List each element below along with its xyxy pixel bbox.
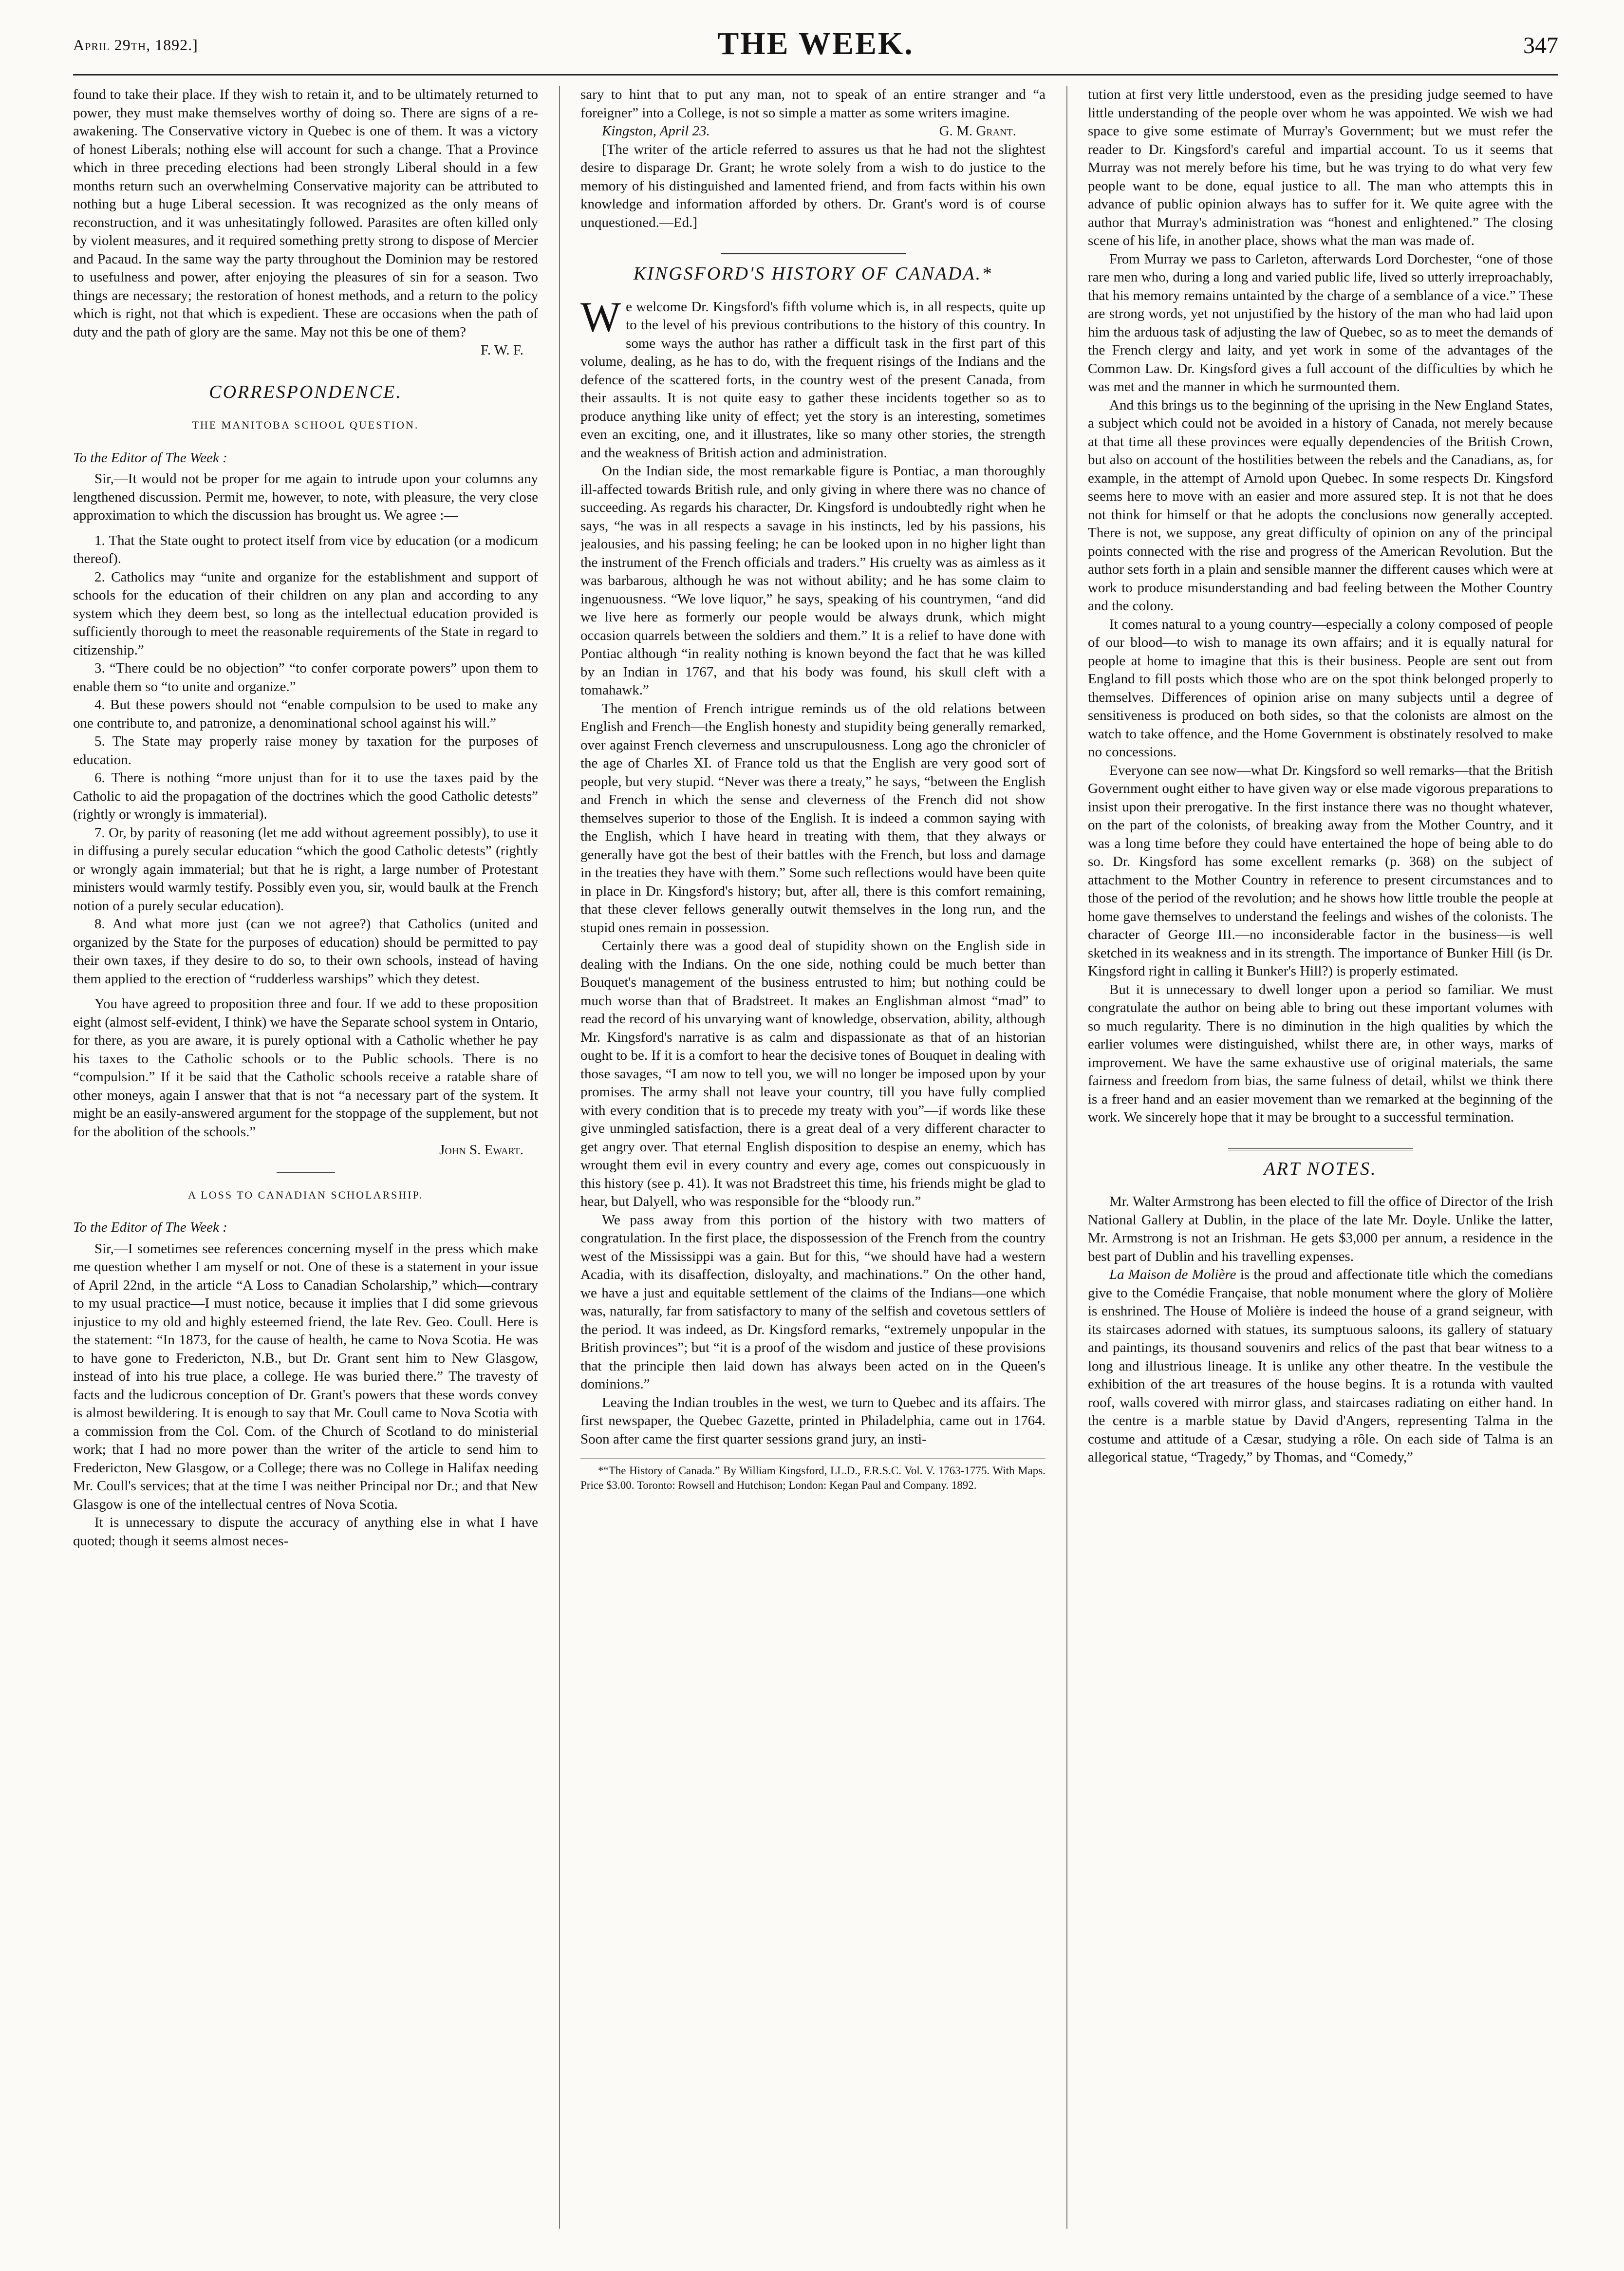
review-paragraph: On the Indian side, the most remarkable figure is Pontiac, a man thoroughly ill-affected towards British rule, and only giving in where there was no chance of succeeding. As regards his character, Dr. Kingsford is undoubtedly right when he says, “he was in all respects a savage in his instincts, led by his passions, his jealousies, and his passing feeling; he can be looked upon in no higher light than the instrument of the French officials and traders.” His cruelty was as aimless as it was barbarous, although he was not without ability; and he has some claim to ingenuousness. “We love liquor,” he says, speaking of his countrymen, “and did we live here as formerly our people would be always drunk, which might occasion quarrels between the soldiers and them.” It is a relief to have done with Pontiac although “in reality nothing is known beyond the fact that he was killed by an Indian in 1767, and that his body was found, his skull cleft with a tomahawk.” — [580, 463, 1045, 698]
letter-paragraph: Sir,—I sometimes see references concerning myself in the press which make me question whether I am myself or not. One of these is a statement in your issue of April 22nd, in the article “A Loss to Canadian Scholarship,” which—contrary to my usual practice—I must notice, because it implies that I did some grievous injustice to my old and highly esteemed friend, the late Rev. Geo. Coull. Here is the statement: “In 1873, for the cause of health, he came to Nova Scotia. He was to have gone to Fredericton, N.B., but Dr. Grant sent him to New Glasgow, instead of into his true place, a college. He was buried there.” The travesty of facts and the ludicrous conception of Dr. Grant's powers that these words convey is almost bewildering. It is enough to say that Mr. Coull came to Nova Scotia with a commission from the Col. Com. of the Church of Scotland to do ministerial work; that I had no more power than the writer of the article to send him to Fredericton, New Glasgow, or a College; there was no College in Halifax needing Mr. Coull's services; that at the time I was neither Principal nor Dr.; and that New Glasgow is one of the intellectual centres of Nova Scotia. — [73, 1240, 538, 1512]
letter-signature: G. M. Grant. — [939, 123, 1016, 139]
column-divider — [1066, 86, 1067, 2229]
letter-signoff — [580, 122, 1045, 141]
section-rule — [721, 253, 906, 255]
letter-point: 3. “There could be no objection” “to confer corporate powers” upon them to enable them so “to unite and organize.” — [73, 660, 538, 694]
column-middle — [580, 86, 1045, 2238]
review-paragraph: From Murray we pass to Carleton, afterwards Lord Dorchester, “one of those rare men who, during a long and varied public life, lived so utterly irreproachably, that his memory remains untainted by the charge of a semblance of a vice.” These are strong words, yet not unjustified by the history of the man who had laid upon him the arduous task of adjusting the law of Quebec, so as to meet the demands of the French clergy and laity, and yet work in some of the advantages of the Common Law. Dr. Kingsford gives a full account of the difficulties by which he was met and the manner in which he surmounted them. — [1088, 251, 1553, 394]
letter-point: 2. Catholics may “unite and organize for the establishment and support of schools for the education of their children on any plan and according to any system which they deem best, so long as the intellectual education provided is sufficiently thorough to meet the reasonable requirements of the State in regard to citizenship.” — [73, 569, 538, 658]
letter-point: 4. But these powers should not “enable compulsion to be used to make any one contribute to, and patronize, a denominational school against his will.” — [73, 697, 538, 731]
review-paragraph: tution at first very little understood, even as the presiding judge seemed to have little understanding of the people over whom he was appointed. We wish we had space to give some estimate of Murray's Government; but we must refer the reader to Dr. Kingsford's careful and impartial account. To us it seems that Murray was not merely before his time, but he was trying to do what very few people want to be done, equal justice to all. The man who attempts this in advance of public opinion always has to suffer for it. We quite agree with the author that Murray's administration was “honest and enlightened.” The closing scene of his life, in another place, shows what the man was made of. — [1088, 87, 1553, 248]
art-notes-heading: ART NOTES. — [1264, 1158, 1377, 1179]
review-paragraph: Certainly there was a good deal of stupidity shown on the English side in dealing with the Indians. On the one side, nothing could be much better than Bouquet's management of the business entrusted to him; but nothing could be much worse than that of Bradstreet. It makes an Englishman almost “mad” to read the record of his unvarying want of knowledge, observation, ability, although Mr. Kingsford's narrative is as calm and dispassionate as that of an historian ought to be. If it is a comfort to hear the decisive tones of Bouquet in dealing with those savages, “I am now to tell you, we will no longer be imposed upon by your promises. The army shall not leave your country, till you have fully complied with every condition that is to precede my treaty with you”—if words like these give unmingled satisfaction, there is a great deal of a very different character to get angry over. That eternal English disposition to despise an enemy, which has wrought them evil in every country and every age, comes out conspicuously in this history (see p. 41). It was not Bradstreet this time, his friends might be glad to hear, but Dalyell, who was responsible for the “bloody run.” — [580, 938, 1045, 1209]
letter-signature: John S. Ewart. — [439, 1142, 523, 1158]
review-paragraph: We pass away from this portion of the history with two matters of congratulation. In the first place, the dispossession of the French from the country west of the Mississippi was a gain. But for this, “we should have had a western Acadia, with its disaffection, disloyalty, and machinations.” On the other hand, we have a just and equitable settlement of the claims of the Indians—one which was, naturally, far from satisfactory to many of the selfish and covetous settlers of the period. It was indeed, as Dr. Kingsford remarks, “extremely unpopular in the British provinces”; but “it is a proof of the wisdom and justice of these provisions that the principle then laid down has always been acted on in the Queen's dominions.” — [580, 1212, 1045, 1392]
drop-cap: W — [580, 293, 621, 341]
letter-point: 5. The State may properly raise money by taxation for the purposes of education. — [73, 733, 538, 768]
letter-paragraph: Sir,—It would not be proper for me again to intrude upon your columns any lengthened discussion. Permit me, however, to note, with pleasure, the very close approximation to which the discussion has brought us. We agree :— — [73, 471, 538, 523]
editor-note: [The writer of the article referred to assures us that he had not the slightest desire to disparage Dr. Grant; he wrote solely from a wish to do justice to the memory of his distinguished and lamented friend, and from facts within his own knowledge and information afforded by others. Dr. Grant's word is of course unquestioned.—Ed.] — [580, 141, 1045, 230]
masthead-title: THE WEEK. — [717, 26, 914, 61]
article-continuation: found to take their place. If they wish to retain it, and to be ultimately returned to power, they must make themselves worthy of doing so. There are signs of a re-awakening. The Conservative victory in Quebec is one of them. It was a victory of honest Liberals; nothing else will account for such a change. That a Province which in three preceding elections had been strongly Liberal should in a few months return such an overwhelming Conservative majority can be attributed to nothing but a huge Liberal secession. It was recognized as the only means of reconstruction, and it was unhesitatingly followed. Parasites are often killed only by violent measures, and it required something pretty strong to dispose of Mercier and Pacaud. In the same way the party throughout the Dominion may be restored to usefulness and power, after enjoying the pleasures of sin for a season. Two things are necessary; the restoration of honest methods, and a return to the policy which is right, not that which is expedient. These are occasions when the path of duty and the path of glory are the same. May not this be one of them? — [73, 87, 538, 340]
review-paragraph: It comes natural to a young country—especially a colony composed of people of our blood—to wish to manage its own affairs; and it is equally natural for people at home to imagine that this is their business. People are sent out from England to fill posts which those who are on the spot think belonged properly to themselves. Differences of opinion arise on many subjects until a degree of sensitiveness is produced on both sides, so that the colonists are almost on the watch to take offence, and the Home Government is obstinately resolved to make no concessions. — [1088, 616, 1553, 760]
review-paragraph: And this brings us to the beginning of the uprising in the New England States, a subject which could not be avoided in a history of Canada, not merely because at that time all these provinces were equally dependencies of the British Crown, but also on account of the hostilities between the rebels and the Canadians, as, for example, in the attempt of Arnold upon Quebec. In some respects Dr. Kingsford seems here to move with an easier and more assured step. It is not that he does not think for himself or that he adopts the conclusions now generally accepted. There is not, we suppose, any great difficulty of opinion on any of the principal points connected with the rise and progress of the American Revolution. But the author sets forth in a plain and sensible manner the different causes which were at work to produce misunderstanding and bad feeling between the Mother Country and the colony. — [1088, 397, 1553, 614]
article-signature: F. W. F. — [480, 342, 523, 358]
art-note-paragraph: Mr. Walter Armstrong has been elected to fill the office of Director of the Irish National Gallery at Dublin, in the place of the late Mr. Doyle. Unlike the latter, Mr. Armstrong is not an Irishman. He gets $3,000 per annum, a residence in the best part of Dublin and his travelling expenses. — [1088, 1194, 1553, 1264]
letter-paragraph: It is unnecessary to dispute the accuracy of anything else in what I have quoted; though it seems almost neces- — [73, 1515, 538, 1549]
review-paragraph: Leaving the Indian troubles in the west, we turn to Quebec and its affairs. The first newspaper, the Quebec Gazette, printed in Philadelphia, came out in 1764. Soon after came the first quarter sessions grand jury, an insti- — [580, 1394, 1045, 1447]
section-rule — [277, 1172, 335, 1173]
review-paragraph: We welcome Dr. Kingsford's fifth volume which is, in all respects, quite up to the level of his previous contributions to the history of this country. In some ways the author has rather a difficult task in the first part of this volume, dealing, as he has to do, with the frequent risings of the Indians and the defence of the scattered forts, in the country west of the present Canada, from their assaults. It is not quite easy to gather these incidents together so as to produce anything like unity of effect; yet the story is an interesting, sometimes even an exciting, one, and it illustrates, like so many other stories, the strength and the weakness of British action and administration. — [580, 293, 1045, 461]
page-header — [73, 25, 1558, 64]
header-rule — [73, 74, 1558, 75]
review-paragraph: Everyone can see now—what Dr. Kingsford so well remarks—that the British Government ought either to have given way or else made vigorous preparations to insist upon their prerogative. In the first instance there was no thought whatever, on the part of the colonists, of breaking away from the Mother Country, and it was a long time before they could have entertained the hope of being able to do so. Dr. Kingsford has some excellent remarks (p. 368) on the subject of attachment to the Mother Country in reference to present circumstances and to those of the period of the revolution; and he shows how little trouble the people at home gave themselves to understand the feelings and wishes of the colonists. The character of George III.—no inconsiderable factor in the business—is well sketched in its weakness and in its strength. The importance of Bunker Hill (is Dr. Kingsford right in calling it Bunker's Hill?) is properly estimated. — [1088, 762, 1553, 979]
letter-paragraph: You have agreed to proposition three and four. If we add to these proposition eight (almost self-evident, I think) we have the Separate school system in Ontario, for there, as you are aware, it is purely optional with a Catholic whether he pay his taxes to the Catholic schools or to the Public schools. There is no “compulsion.” If it be said that the Catholic schools receive a ratable share of other moneys, again I answer that that is not “a necessary part of the system. It might be an easily-answered argument for the stoppage of the supplement, but not for the abolition of the schools.” — [73, 996, 538, 1140]
review-footnote: *“The History of Canada.” By William Kingsford, LL.D., F.R.S.C. Vol. V. 1763-1775. With Maps. Price $3.00. Toronto: Rowsell and Hutchison; London: Kegan Paul and Company. 1892. — [580, 1458, 1045, 1493]
column-right — [1088, 86, 1553, 2238]
letter-point: 6. There is nothing “more unjust than for it to use the taxes paid by the Catholic to aid the propagation of the doctrines which the good Catholic detests” (rightly or wrongly is immaterial). — [73, 770, 538, 822]
letter-point: 8. And what more just (can we not agree?) that Catholics (united and organized by the State for the purposes of education) should be permitted to pay their own taxes, if they desire to do so, to their own schools, instead of having them applied to the erection of “rudderless warships” which they detest. — [73, 916, 538, 987]
review-heading: KINGSFORD'S HISTORY OF CANADA.* — [633, 263, 993, 284]
letter-continuation: sary to hint that to put any man, not to speak of an entire stranger and “a foreigner” into a College, is not so simple a matter as some writers imagine. — [580, 87, 1045, 121]
letter-point: 1. That the State ought to protect itself from vice by education (or a modicum thereof). — [73, 532, 538, 566]
issue-date: April 29th, 1892.] — [73, 36, 198, 54]
art-note-paragraph: La Maison de Molière is the proud and affectionate title which the comedians give to the Comédie Française, that noble monument where the glory of Molière is enshrined. The House of Molière is indeed the house of a grand seigneur, with its staircases adorned with statues, its sumptuous saloons, its gallery of statuary and paintings, its thousand souvenirs and relics of the past that bear witness to a long and illustrious lineage. It is unlike any other theatre. In the vestibule the exhibition of the art treasures of the house begins. It is a rotunda with vaulted roof, walls covered with mirror glass, and staircases radiating on either hand. In the centre is a marble statue by David d'Angers, representing Talma in the costume and attitude of a Cæsar, studying a rôle. On each side of Talma is an allegorical statue, “Tragedy,” by Thomas, and “Comedy,” — [1088, 1267, 1553, 1465]
italic-title: La Maison de Molière — [1109, 1267, 1236, 1282]
letter-heading-loss: A LOSS TO CANADIAN SCHOLARSHIP. — [188, 1188, 423, 1201]
page-number: 347 — [1523, 33, 1558, 58]
letter-salutation: To the Editor of The Week : — [73, 450, 227, 466]
letter-heading-manitoba: THE MANITOBA SCHOOL QUESTION. — [192, 419, 419, 431]
column-divider — [559, 86, 560, 2229]
review-paragraph: But it is unnecessary to dwell longer upon a period so familiar. We must congratulate the author on being able to bring out these important volumes with so much regularity. There is no diminution in the high qualities by which the earlier volumes were distinguished, whilst there are, in other ways, marks of improvement. We have the same exhaustive use of original materials, the same fairness and freedom from bias, the same fulness of detail, whilst we think there is a freer hand and an easier movement than we remarked at the beginning of the work. We sincerely hope that it may be brought to a successful termination. — [1088, 981, 1553, 1125]
correspondence-heading: CORRESPONDENCE. — [209, 381, 402, 402]
letter-salutation: To the Editor of The Week : — [73, 1220, 227, 1235]
letter-point: 7. Or, by parity of reasoning (let me add without agreement possibly), to use it in diffusing a purely secular education “which the good Catholic detests” (rightly or wrongly again immaterial; but that he is right, a large number of Protestant ministers would warmly testify. Possibly even you, sir, would baulk at the French notion of a purely secular education). — [73, 825, 538, 914]
section-rule — [1228, 1148, 1413, 1150]
column-left — [73, 86, 538, 2238]
review-paragraph: The mention of French intrigue reminds us of the old relations between English and French—the English honesty and stupidity being generally remarked, over against French cleverness and unscrupulousness. Long ago the chronicler of the age of Charles XI. of France told us that the English are very good sort of people, but very stupid. “Never was there a treaty,” he says, “between the English and French in which the sense and cleverness of the French did not show themselves superior to those of the English. It is indeed a common saying with the English, which I have heard in treating with them, that they always or generally have got the best of their battles with the French, but loss and damage in the treaties they have with them.” Some such reflections would have been quite in place in Dr. Kingsford's history; but, after all, there is this comfort remaining, that these clever fellows generally outwit themselves in the long run, and the stupid ones remain in possession. — [580, 700, 1045, 936]
letter-place-date: Kingston, April 23. — [602, 123, 710, 139]
